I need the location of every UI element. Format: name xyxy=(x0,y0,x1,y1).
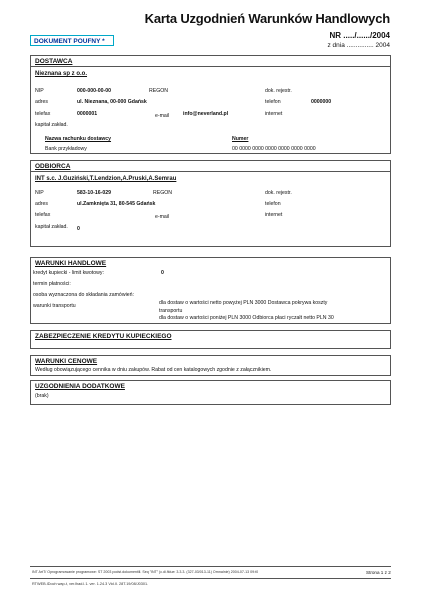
document-date: z dnia ............... 2004 xyxy=(327,42,390,49)
account-number: 00 0000 0000 0000 0000 0000 0000 xyxy=(232,146,316,152)
confidential-badge: DOKUMENT POUFNY * xyxy=(30,35,114,46)
divider xyxy=(31,171,390,172)
transport-line-3: dla dostaw o wartości poniżej PLN 3000 Odbiorca płaci ryczałt netto PLN 30 xyxy=(159,315,334,321)
termin-label: termin płatności: xyxy=(33,281,71,287)
email-label: e-mail xyxy=(155,214,170,220)
kapital-value: 0 xyxy=(77,226,80,232)
supplier-name: Nieznana sp z o.o. xyxy=(35,71,88,77)
adres-label: adres xyxy=(35,99,48,105)
divider xyxy=(31,66,390,67)
section-warunki-cenowe xyxy=(30,355,391,376)
bank-column-header: Nazwa rachunku dostawcy xyxy=(45,136,112,142)
nip-value: 583-10-16-029 xyxy=(77,190,112,196)
internet-label: internet xyxy=(265,111,283,117)
transport-label: warunki transportu xyxy=(33,303,76,309)
section-warunki-handlowe xyxy=(30,257,391,324)
regon-label: REGON xyxy=(149,88,169,94)
kapital-label: kapitał zakład. xyxy=(35,122,68,128)
telefon-label: telefon xyxy=(265,99,281,105)
limit-label: kredyt kupiecki - limit kwotowy: xyxy=(33,270,104,276)
document-number: NR ...../....../2004 xyxy=(329,31,390,40)
section-heading: ZABEZPIECZENIE KREDYTU KUPIECKIEGO xyxy=(35,333,172,340)
nip-label: NIP xyxy=(35,88,44,94)
telefax-label: telefax xyxy=(35,212,51,218)
dok-label: dok. rejestr. xyxy=(265,88,292,94)
regon-label: REGON xyxy=(153,190,173,196)
footer-version-info: RTWEB.IDoch wap-t, ver.lhad.l.1. ver. 1.24.3 Vid.II. 28T.19/08/J0301. xyxy=(32,582,149,586)
adres-value: ul.Zamknięta 31, 80-545 Gdańsk xyxy=(77,201,156,207)
footer-software-info: INT ArtT/ Oprogramowanie programowe: ST 2003 podst.dokumentill. Seq "INT" (c.di.fklue: 3.3.3. (327-03/013-11) Ornnalnie) 2004-07-13 09:t0 xyxy=(32,570,259,574)
document-title: Karta Uzgodnień Warunków Handlowych xyxy=(144,11,390,26)
osoba-label: osoba wyznaczona do składania zamówień: xyxy=(33,292,134,298)
telefon-label: telefon xyxy=(265,201,281,207)
section-zabezpieczenie xyxy=(30,330,391,349)
bank-name: Bank przykładowy xyxy=(45,146,87,152)
section-uzgodnienia xyxy=(30,380,391,405)
section-heading: UZGODNIENIA DODATKOWE xyxy=(35,383,125,390)
price-terms-text: Według obowiązującego cennika w dniu zakupów. Rabat od cen katalogowych zgodnie z załącznikiem. xyxy=(35,367,272,373)
transport-line-1: dla dostaw o wartości netto powyżej PLN 3000 Dostawca pokrywa koszty xyxy=(159,300,328,306)
limit-value: 0 xyxy=(161,270,164,276)
section-heading: WARUNKI CENOWE xyxy=(35,358,98,365)
adres-value: ul. Nieznana, 00-000 Gdańsk xyxy=(77,99,147,105)
page-number: Strona 1 z 2 xyxy=(366,570,391,575)
nip-value: 000-000-00-00 xyxy=(77,88,112,94)
footer-bottom-line xyxy=(30,578,391,579)
adres-label: adres xyxy=(35,201,48,207)
footer-top-line xyxy=(30,566,391,567)
section-dostawca xyxy=(30,55,391,154)
customer-name: INT s.c. J.Guziński,T.Lendzion,A.Pruski,A.Semrau xyxy=(35,176,177,182)
section-heading: WARUNKI HANDLOWE xyxy=(35,260,107,267)
section-heading: DOSTAWCA xyxy=(35,58,73,65)
dok-label: dok. rejestr. xyxy=(265,190,292,196)
additional-text: (brak) xyxy=(35,393,49,399)
telefax-value: 0000001 xyxy=(77,111,98,117)
account-column-header: Numer xyxy=(232,136,249,142)
telefax-label: telefax xyxy=(35,111,51,117)
email-value: info@neverland.pl xyxy=(183,111,229,117)
section-odbiorca xyxy=(30,160,391,247)
kapital-label: kapitał zakład. xyxy=(35,224,68,230)
internet-label: internet xyxy=(265,212,283,218)
nip-label: NIP xyxy=(35,190,44,196)
telefon-value: 0000000 xyxy=(311,99,332,105)
email-label: e-mail xyxy=(155,113,170,119)
transport-line-2: transportu xyxy=(159,308,183,314)
section-heading: ODBIORCA xyxy=(35,163,71,170)
